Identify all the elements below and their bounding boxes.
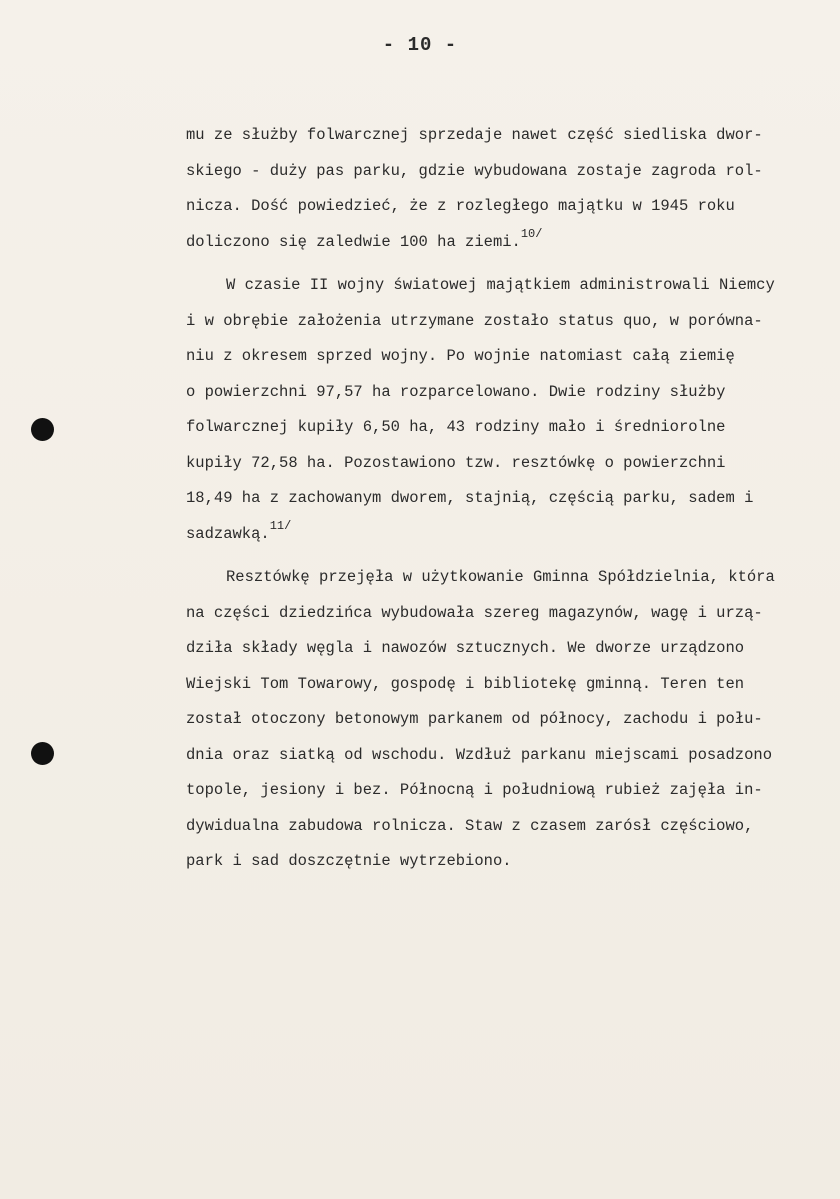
text-line: topole, jesiony i bez. Północną i południową rubież zajęła in- <box>186 781 763 799</box>
text-line: skiego - duży pas parku, gdzie wybudowana zostaje zagroda rol- <box>186 161 763 180</box>
text-line: na części dziedzińca wybudowała szereg magazynów, wagę i urzą- <box>186 603 763 622</box>
punch-hole-top <box>31 418 54 441</box>
punch-hole-bottom <box>31 742 54 765</box>
page-number: - 10 - <box>382 34 458 56</box>
text-line: folwarcznej kupiły 6,50 ha, 43 rodziny mało i średniorolne <box>186 418 726 436</box>
text-line: Resztówkę przejęła w użytkowanie Gminna Spółdzielnia, która <box>226 568 775 586</box>
paragraph-1 <box>186 118 802 260</box>
paragraph-3 <box>186 560 802 880</box>
text-line: mu ze służby folwarcznej sprzedaje nawet część siedliska dwor- <box>186 126 763 144</box>
text-line: Wiejski Tom Towarowy, gospodę i bibliotekę gminną. Teren ten <box>186 674 745 693</box>
text-line: dywidualna zabudowa rolnicza. Staw z czasem zarósł częściowo, <box>186 816 754 835</box>
footnote-marker: 10/ <box>520 226 543 241</box>
text-line: dziła składy węgla i nawozów sztucznych. We dworze urządzono <box>186 639 745 657</box>
text-line: został otoczony betonowym parkanem od północy, zachodu i połu- <box>186 710 763 728</box>
text-line: W czasie II wojny światowej majątkiem administrowali Niemcy <box>226 276 775 294</box>
body-text <box>186 118 802 880</box>
text-line <box>186 225 802 261</box>
text-line: kupiły 72,58 ha. Pozostawiono tzw. resztówkę o powierzchni <box>186 453 726 472</box>
text-line: nicza. Dość powiedzieć, że z rozległego majątku w 1945 roku <box>186 197 735 215</box>
text-line-content: sadzawką. <box>186 524 270 543</box>
text-line: park i sad doszczętnie wytrzebiono. <box>186 852 512 870</box>
text-line: niu z okresem sprzed wojny. Po wojnie natomiast całą ziemię <box>186 347 735 365</box>
text-line: 18,49 ha z zachowanym dworem, stajnią, częścią parku, sadem i <box>186 489 754 507</box>
paragraph-2 <box>186 268 802 552</box>
footnote-marker: 11/ <box>269 518 292 533</box>
text-line: o powierzchni 97,57 ha rozparcelowano. Dwie rodziny służby <box>186 382 726 401</box>
text-line: dnia oraz siatką od wschodu. Wzdłuż parkanu miejscami posadzono <box>186 745 772 764</box>
text-line: i w obrębie założenia utrzymane zostało status quo, w porówna- <box>186 311 763 330</box>
text-line <box>186 517 802 553</box>
text-line-content: doliczono się zaledwie 100 ha ziemi. <box>186 232 521 251</box>
